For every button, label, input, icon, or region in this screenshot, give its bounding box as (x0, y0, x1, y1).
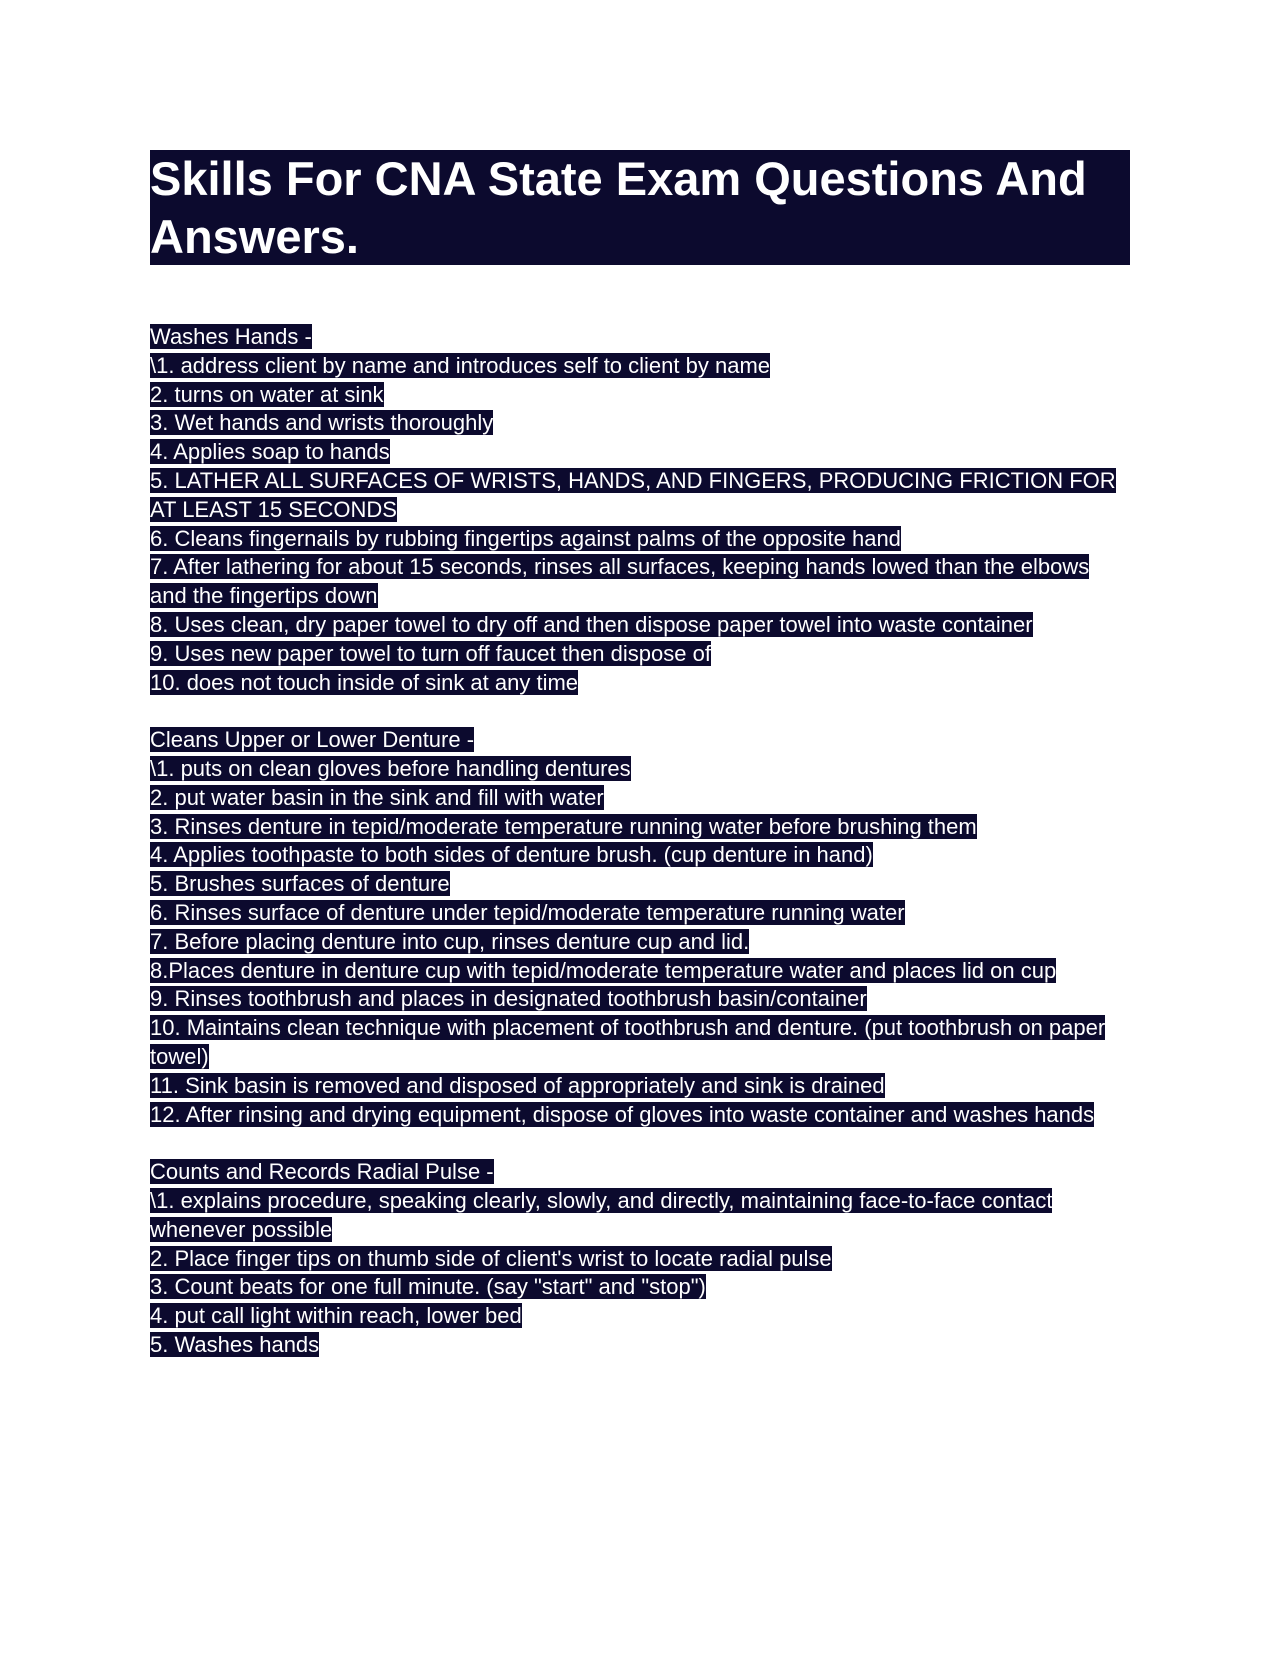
step-item: 10. Maintains clean technique with placement of toothbrush and denture. (put toothbrush on paper towel) (150, 1015, 1106, 1069)
step-item: 10. does not touch inside of sink at any time (150, 669, 579, 695)
step-item: \1. address client by name and introduces self to client by name (150, 352, 771, 378)
document-body (150, 323, 1130, 1360)
step-item: 3. Wet hands and wrists thoroughly (150, 410, 494, 436)
step-item: \1. puts on clean gloves before handling dentures (150, 755, 631, 781)
step-item: 2. Place finger tips on thumb side of client's wrist to locate radial pulse (150, 1245, 832, 1271)
step-item: 7. Before placing denture into cup, rinses denture cup and lid. (150, 928, 750, 954)
step-item: 6. Cleans fingernails by rubbing fingertips against palms of the opposite hand (150, 525, 901, 551)
step-item: 4. put call light within reach, lower bed (150, 1303, 522, 1329)
step-item: 4. Applies toothpaste to both sides of denture brush. (cup denture in hand) (150, 842, 873, 868)
section-heading: Counts and Records Radial Pulse - (150, 1159, 494, 1185)
step-item: 9. Uses new paper towel to turn off faucet then dispose of (150, 640, 711, 666)
skill-section (150, 1158, 1130, 1360)
skill-section (150, 726, 1130, 1129)
step-item: 11. Sink basin is removed and disposed of appropriately and sink is drained (150, 1072, 885, 1098)
step-item: 9. Rinses toothbrush and places in designated toothbrush basin/container (150, 986, 867, 1012)
step-item: 7. After lathering for about 15 seconds, rinses all surfaces, keeping hands lowed than the elbows and the fingertips down (150, 554, 1090, 609)
step-item: 6. Rinses surface of denture under tepid/moderate temperature running water (150, 899, 905, 925)
step-item: 12. After rinsing and drying equipment, dispose of gloves into waste container and washes hands (150, 1101, 1095, 1127)
step-item: \1. explains procedure, speaking clearly, slowly, and directly, maintaining face-to-face contact whenever possible (150, 1187, 1053, 1242)
section-heading: Washes Hands - (150, 324, 312, 349)
step-item: 5. Washes hands (150, 1331, 320, 1357)
step-item: 4. Applies soap to hands (150, 439, 390, 465)
document-page (150, 150, 1130, 1388)
section-heading: Cleans Upper or Lower Denture - (150, 727, 475, 753)
document-title: Skills For CNA State Exam Questions And Answers. (150, 150, 1130, 265)
step-item: 8.Places denture in denture cup with tepid/moderate temperature water and places lid on cup (150, 957, 1057, 983)
skill-section (150, 323, 1130, 697)
step-item: 2. turns on water at sink (150, 381, 384, 407)
step-item: 5. Brushes surfaces of denture (150, 871, 450, 897)
step-item: 3. Count beats for one full minute. (say "start" and "stop") (150, 1274, 706, 1300)
step-item: 8. Uses clean, dry paper towel to dry off and then dispose paper towel into waste container (150, 611, 1033, 637)
step-item: 3. Rinses denture in tepid/moderate temperature running water before brushing them (150, 813, 977, 839)
step-item: 5. LATHER ALL SURFACES OF WRISTS, HANDS, AND FINGERS, PRODUCING FRICTION FOR AT LEAST 15 SECONDS (150, 467, 1116, 522)
step-item: 2. put water basin in the sink and fill with water (150, 784, 604, 810)
